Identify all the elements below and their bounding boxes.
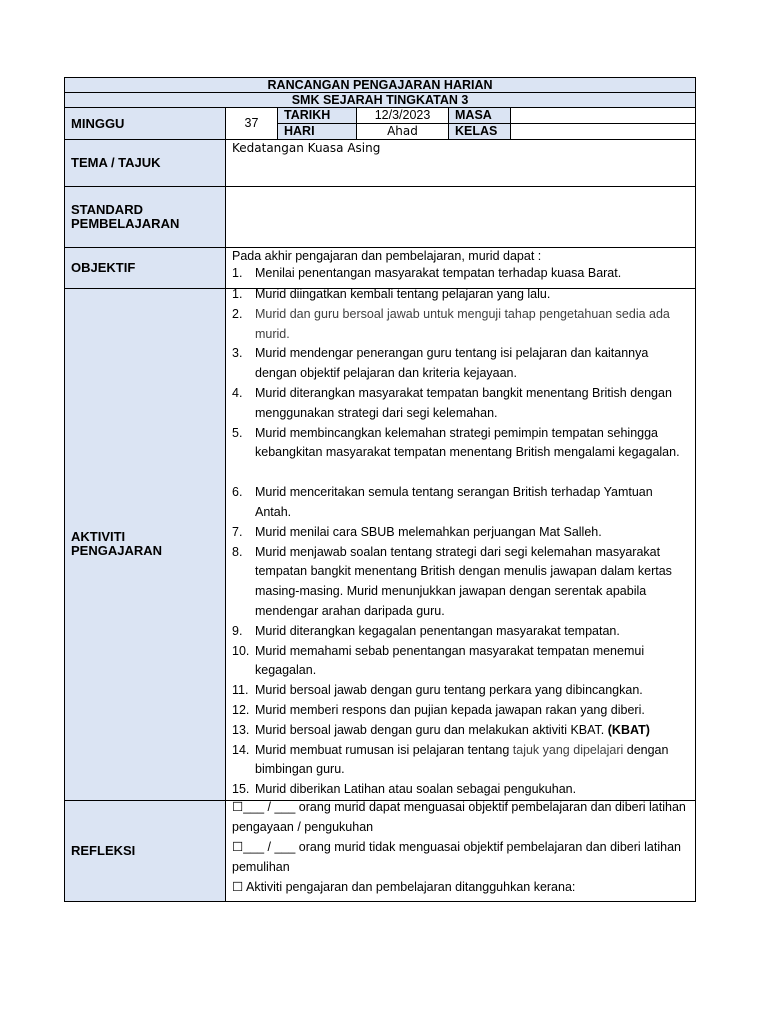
list-text: Murid memahami sebab penentangan masyarakat tempatan menemui kegagalan. — [255, 643, 645, 678]
list-text: Murid mendengar penerangan guru tentang isi pelajaran dan kaitannya dengan objektif pelajaran dan kriteria kejayaan. — [255, 346, 649, 381]
list-item — [226, 264, 695, 284]
list-text: Murid membuat rumusan isi pelajaran tentang — [255, 742, 513, 757]
list-number: 2. — [232, 306, 243, 321]
list-number: 3. — [232, 346, 243, 361]
kelas-value — [511, 124, 696, 140]
list-item — [226, 483, 695, 523]
list-item — [226, 681, 695, 701]
list-text: Murid dan guru bersoal jawab untuk menguji tahap pengetahuan sedia ada murid. — [255, 306, 670, 341]
aktiviti-list — [226, 285, 695, 800]
list-number: 8. — [232, 544, 243, 559]
list-text: Murid bersoal jawab dengan guru dan melakukan aktiviti KBAT. — [255, 722, 605, 737]
list-text: Murid diberikan Latihan atau soalan sebagai pengukuhan. — [255, 782, 577, 797]
document-title: RANCANGAN PENGAJARAN HARIAN — [65, 78, 696, 93]
list-item — [226, 344, 695, 384]
list-text: Murid diingatkan kembali tentang pelajaran yang lalu. — [255, 287, 551, 301]
tema-value: Kedatangan Kuasa Asing — [226, 140, 696, 187]
objektif-content — [226, 248, 696, 289]
list-number: 1. — [232, 287, 243, 301]
kelas-label: KELAS — [449, 124, 511, 140]
list-number: 9. — [232, 623, 243, 638]
list-text: Murid membincangkan kelemahan strategi pemimpin tempatan sehingga kebangkitan masyarakat tempatan menentang British mengalami kegagalan. — [255, 425, 680, 460]
aktiviti-label-line1: AKTIVITI — [71, 529, 126, 545]
list-text: Murid memberi respons dan pujian kepada jawapan rakan yang diberi. — [255, 702, 645, 717]
list-item — [226, 701, 695, 721]
minggu-label: MINGGU — [65, 108, 226, 140]
aktiviti-content — [226, 289, 696, 801]
minggu-value: 37 — [226, 108, 278, 140]
tarikh-label: TARIKH — [278, 108, 357, 124]
list-number: 7. — [232, 524, 243, 539]
refleksi-label: REFLEKSI — [65, 800, 226, 901]
list-text: Murid menjawab soalan tentang strategi dari segi kelemahan masyarakat tempatan bangkit menentang British dengan menulis jawapan dalam kertas masing-masing. Murid menunjukkan jawapan dengan serentak apabila mendengar arahan daripada guru. — [255, 544, 672, 618]
list-spacer — [226, 463, 695, 483]
list-item — [226, 642, 695, 682]
hari-value: Ahad — [357, 124, 449, 140]
list-item — [226, 721, 695, 741]
list-number: 12. — [232, 702, 250, 717]
list-text-highlight: tajuk yang dipelajari — [512, 742, 624, 757]
list-number: 1. — [232, 266, 243, 280]
list-text: Murid diterangkan kegagalan penentangan masyarakat tempatan. — [255, 623, 620, 638]
kbat-tag: (KBAT) — [607, 722, 650, 737]
aktiviti-label — [65, 289, 226, 801]
aktiviti-label-line2: PENGAJARAN — [71, 543, 163, 559]
refleksi-line-3: ☐ Aktiviti pengajaran dan pembelajaran ditangguhkan kerana: — [232, 879, 576, 894]
list-item — [226, 285, 695, 305]
list-number: 5. — [232, 425, 243, 440]
list-item — [226, 622, 695, 642]
refleksi-line-1: ☐___ / ___ orang murid dapat menguasai objektif pembelajaran dan diberi latihan pengayaan / pengukuhan — [232, 799, 686, 834]
list-text: Murid menilai cara SBUB melemahkan perjuangan Mat Salleh. — [255, 524, 602, 539]
list-number: 10. — [232, 643, 250, 658]
standard-value — [226, 187, 696, 248]
list-item — [226, 523, 695, 543]
list-number: 6. — [232, 485, 243, 500]
objektif-label: OBJEKTIF — [65, 248, 226, 289]
standard-label-line2: PEMBELAJARAN — [71, 216, 180, 231]
objektif-intro: Pada akhir pengajaran dan pembelajaran, murid dapat : — [232, 249, 542, 263]
refleksi-content — [226, 800, 696, 901]
list-text: Murid menceritakan semula tentang serangan British terhadap Yamtuan Antah. — [255, 485, 653, 519]
list-item — [226, 780, 695, 800]
list-number: 11. — [232, 683, 249, 698]
masa-label: MASA — [449, 108, 511, 124]
list-text: Murid diterangkan masyarakat tempatan bangkit menentang British dengan menggunakan strategi dari segi kelemahan. — [255, 385, 672, 420]
lesson-plan-sheet — [64, 77, 695, 902]
list-item — [226, 741, 695, 781]
document-subtitle: SMK SEJARAH TINGKATAN 3 — [65, 93, 696, 108]
list-item — [226, 384, 695, 424]
standard-label-line1: STANDARD — [71, 202, 143, 217]
refleksi-line-2: ☐___ / ___ orang murid tidak menguasai objektif pembelajaran dan diberi latihan pemulihan — [232, 839, 681, 874]
tarikh-value: 12/3/2023 — [357, 108, 449, 124]
list-number: 4. — [232, 385, 243, 400]
list-text: Murid bersoal jawab dengan guru tentang perkara yang dibincangkan. — [255, 683, 643, 698]
list-item — [226, 543, 695, 622]
list-number: 14. — [232, 742, 250, 757]
hari-label: HARI — [278, 124, 357, 140]
objektif-list — [226, 264, 695, 284]
list-number: 15. — [232, 782, 250, 797]
list-text: dengan bimbingan guru. — [255, 742, 669, 777]
standard-label — [65, 187, 226, 248]
masa-value — [511, 108, 696, 124]
list-item — [226, 305, 695, 345]
list-text: Menilai penentangan masyarakat tempatan terhadap kuasa Barat. — [255, 266, 622, 280]
lesson-plan-table — [64, 77, 696, 902]
list-number: 13. — [232, 722, 250, 737]
tema-label: TEMA / TAJUK — [65, 140, 226, 187]
list-item — [226, 424, 695, 464]
